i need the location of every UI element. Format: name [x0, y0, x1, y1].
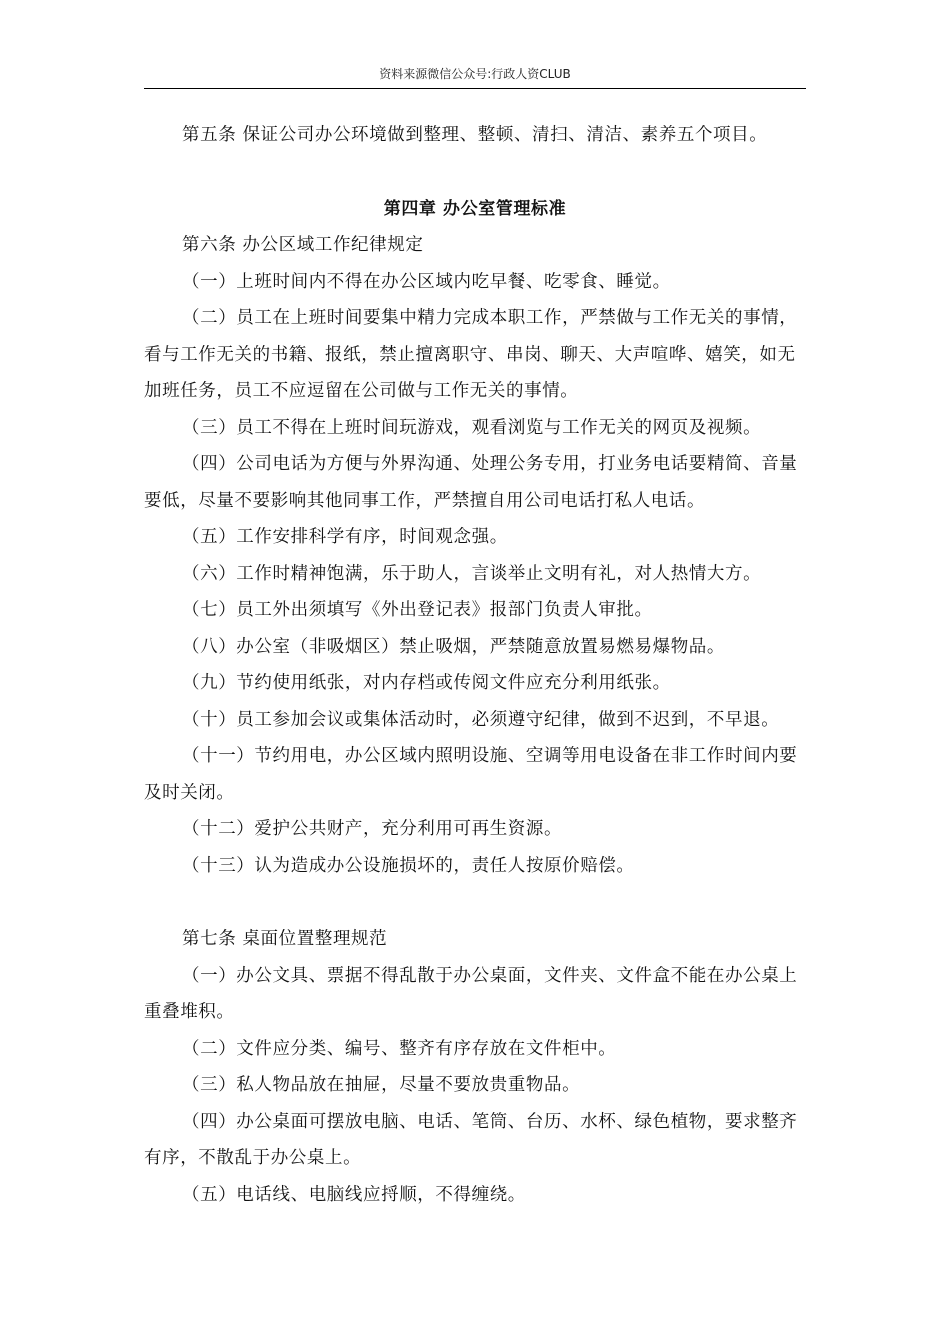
article-7-item-5: （五）电话线、电脑线应捋顺，不得缠绕。	[182, 1184, 526, 1205]
article-6-item-5: （五）工作安排科学有序，时间观念强。	[182, 527, 508, 547]
spacer	[144, 884, 806, 921]
article-7-item-1: （一）办公文具、票据不得乱散于办公桌面，文件夹、文件盒不能在办公桌上重叠堆积。	[144, 965, 798, 1022]
article-6-title: 第六条 办公区域工作纪律规定	[182, 235, 424, 255]
article-7-item-2: （二）文件应分类、编号、整齐有序存放在文件柜中。	[182, 1038, 617, 1059]
article-6-item-7: （七）员工外出须填写《外出登记表》报部门负责人审批。	[182, 600, 653, 620]
article-6-item-6: （六）工作时精神饱满，乐于助人，言谈举止文明有礼，对人热情大方。	[182, 563, 762, 584]
article-6-item-11: （十一）节约用电，办公区域内照明设施、空调等用电设备在非工作时间内要及时关闭。	[144, 746, 798, 803]
chapter-4-title: 第四章 办公室管理标准	[383, 198, 567, 219]
article-7-item-3: （三）私人物品放在抽屉，尽量不要放贵重物品。	[182, 1075, 581, 1095]
spacer	[144, 154, 806, 191]
header-source-text: 资料来源微信公众号:行政人资CLUB	[379, 67, 571, 81]
article-6-item-12: （十二）爱护公共财产，充分利用可再生资源。	[182, 819, 563, 839]
article-7-title: 第七条 桌面位置整理规范	[182, 929, 388, 949]
article-6-item-4: （四）公司电话为方便与外界沟通、处理公务专用，打业务电话要精简、音量要低，尽量不要影响其他同事工作，严禁擅自用公司电话打私人电话。	[144, 454, 798, 511]
article-6-item-1: （一）上班时间内不得在办公区域内吃早餐、吃零食、睡觉。	[182, 271, 671, 292]
article-6-item-10: （十）员工参加会议或集体活动时，必须遵守纪律，做到不迟到，不早退。	[182, 709, 780, 730]
article-6-item-13: （十三）认为造成办公设施损坏的，责任人按原价赔偿。	[182, 855, 635, 876]
article-6-item-8: （八）办公室（非吸烟区）禁止吸烟，严禁随意放置易燃易爆物品。	[182, 636, 725, 657]
article-7-item-4: （四）办公桌面可摆放电脑、电话、笔筒、台历、水杯、绿色植物，要求整齐有序，不散乱于办公桌上。	[144, 1111, 798, 1168]
document-body	[144, 117, 806, 1213]
article-6-item-9: （九）节约使用纸张，对内存档或传阅文件应充分利用纸张。	[182, 673, 671, 693]
article-5: 第五条 保证公司办公环境做到整理、整顿、清扫、清洁、素养五个项目。	[182, 125, 768, 145]
article-6-item-2: （二）员工在上班时间要集中精力完成本职工作，严禁做与工作无关的事情，看与工作无关的书籍、报纸，禁止擅离职守、串岗、聊天、大声喧哗、嬉笑，如无加班任务，员工不应逗留在公司做与工作无关的事情。	[144, 308, 798, 401]
page-header	[144, 64, 806, 89]
article-6-item-3: （三）员工不得在上班时间玩游戏，观看浏览与工作无关的网页及视频。	[182, 417, 762, 438]
